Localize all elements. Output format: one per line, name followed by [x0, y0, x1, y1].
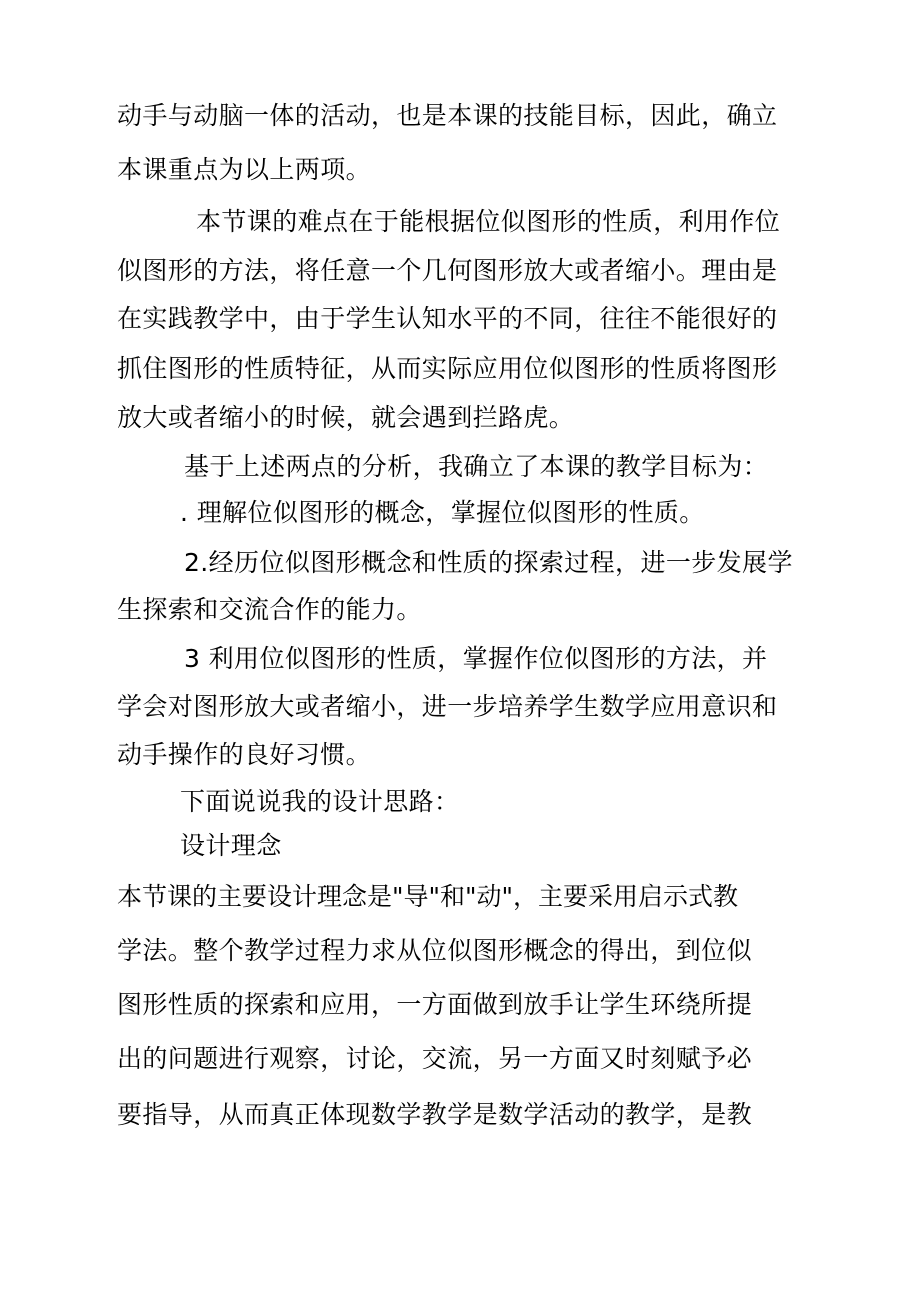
text-line: 动手与动脑一体的活动，也是本课的技能目标，因此，确立: [117, 101, 778, 130]
text-line: 动手操作的良好习惯。: [117, 740, 372, 769]
text-line: 要指导，从而真正体现数学教学是数学活动的教学，是教: [117, 1100, 753, 1129]
text-line: 学法。整个教学过程力求从位似图形概念的得出，到位似: [117, 936, 753, 965]
text-line: 下面说说我的设计思路：: [180, 787, 460, 816]
text-line: 本节课的难点在于能根据位似图形的性质，利用作位: [196, 207, 781, 236]
text-line: 基于上述两点的分析，我确立了本课的教学目标为：: [184, 452, 769, 481]
text-line: 似图形的方法，将任意一个几何图形放大或者缩小。理由是: [117, 256, 778, 285]
text-line: 生探索和交流合作的能力。: [117, 595, 422, 624]
heading: 设计理念: [180, 831, 282, 860]
text-line: 3 利用位似图形的性质，掌握作位似图形的方法，并: [184, 644, 768, 673]
text-line: 在实践教学中，由于学生认知水平的不同，往往不能很好的: [117, 304, 778, 333]
text-line: 本课重点为以上两项。: [117, 155, 372, 184]
text-line: 放大或者缩小的时候，就会遇到拦路虎。: [117, 403, 575, 432]
text-line: 出的问题进行观察，讨论，交流，另一方面又时刻赋予必: [117, 1044, 753, 1073]
text-line: 学会对图形放大或者缩小，进一步培养学生数学应用意识和: [117, 692, 778, 721]
text-line: . 理解位似图形的概念，掌握位似图形的性质。: [180, 498, 705, 527]
text-line: 图形性质的探索和应用，一方面做到放手让学生环绕所提: [117, 990, 753, 1019]
text-line: 抓住图形的性质特征，从而实际应用位似图形的性质将图形: [117, 354, 778, 383]
text-line: 2.经历位似图形概念和性质的探索过程，进一步发展学: [184, 548, 793, 577]
text-line: 本节课的主要设计理念是"导"和"动"，主要采用启示式教: [117, 882, 738, 911]
